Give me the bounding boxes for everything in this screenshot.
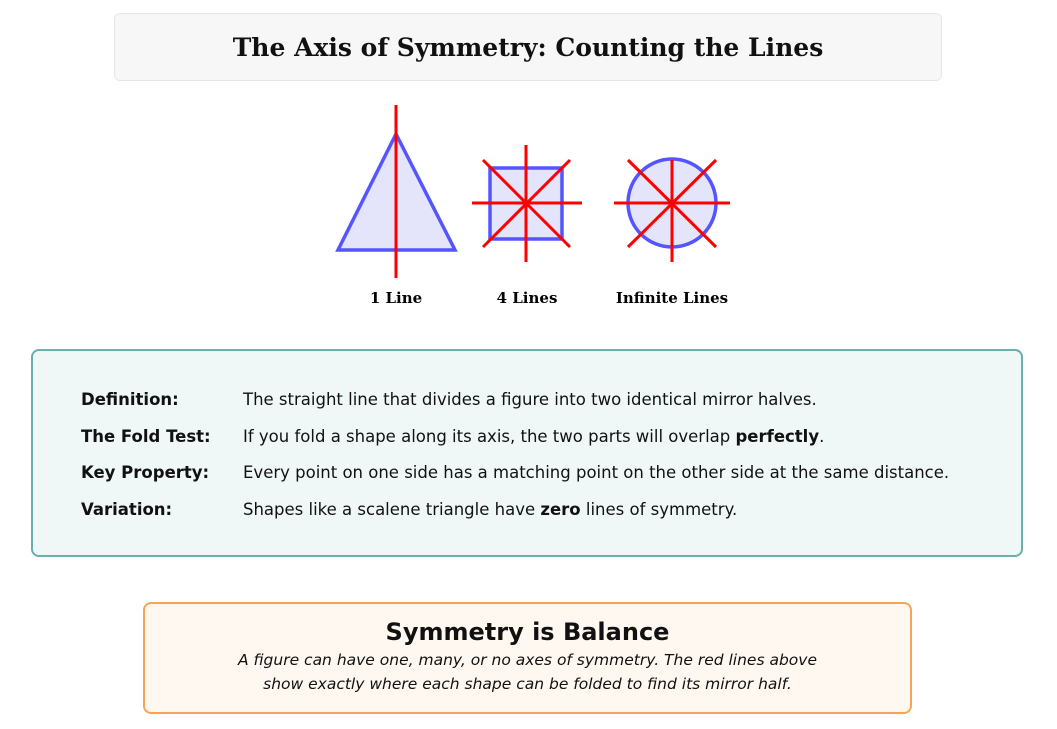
symmetry-figures bbox=[0, 90, 1057, 320]
info-label: Definition: bbox=[81, 390, 179, 409]
title-box bbox=[114, 13, 942, 81]
figure-label: Infinite Lines bbox=[615, 289, 729, 307]
figure-label: 1 Line bbox=[369, 289, 423, 307]
info-box bbox=[31, 349, 1023, 557]
info-label: Variation: bbox=[81, 500, 173, 519]
emphasis: zero bbox=[540, 500, 581, 519]
summary-line-2: show exactly where each shape can be folded to find its mirror half. bbox=[263, 675, 792, 693]
page-title: The Axis of Symmetry: Counting the Lines bbox=[232, 32, 824, 62]
emphasis: perfectly bbox=[735, 427, 820, 446]
text-part: lines of symmetry. bbox=[580, 500, 738, 519]
square-figure bbox=[472, 145, 582, 307]
summary-box bbox=[143, 602, 912, 714]
info-text bbox=[243, 427, 824, 446]
info-text bbox=[243, 500, 737, 519]
summary-heading: Symmetry is Balance bbox=[385, 618, 670, 646]
text-part: . bbox=[819, 427, 825, 446]
text-part: If you fold a shape along its axis, the two parts will overlap bbox=[243, 427, 736, 446]
text-part: Shapes like a scalene triangle have bbox=[243, 500, 541, 519]
summary-line-1: A figure can have one, many, or no axes of symmetry. The red lines above bbox=[238, 651, 817, 669]
text-part: The straight line that divides a figure into two identical mirror halves. bbox=[243, 390, 817, 409]
info-label: The Fold Test: bbox=[81, 427, 211, 446]
circle-figure bbox=[614, 159, 730, 307]
triangle-figure bbox=[338, 105, 455, 307]
info-text bbox=[243, 463, 949, 482]
figure-label: 4 Lines bbox=[496, 289, 558, 307]
info-label: Key Property: bbox=[81, 463, 210, 482]
text-part: Every point on one side has a matching point on the other side at the same distance. bbox=[243, 463, 950, 482]
info-text bbox=[243, 390, 817, 409]
